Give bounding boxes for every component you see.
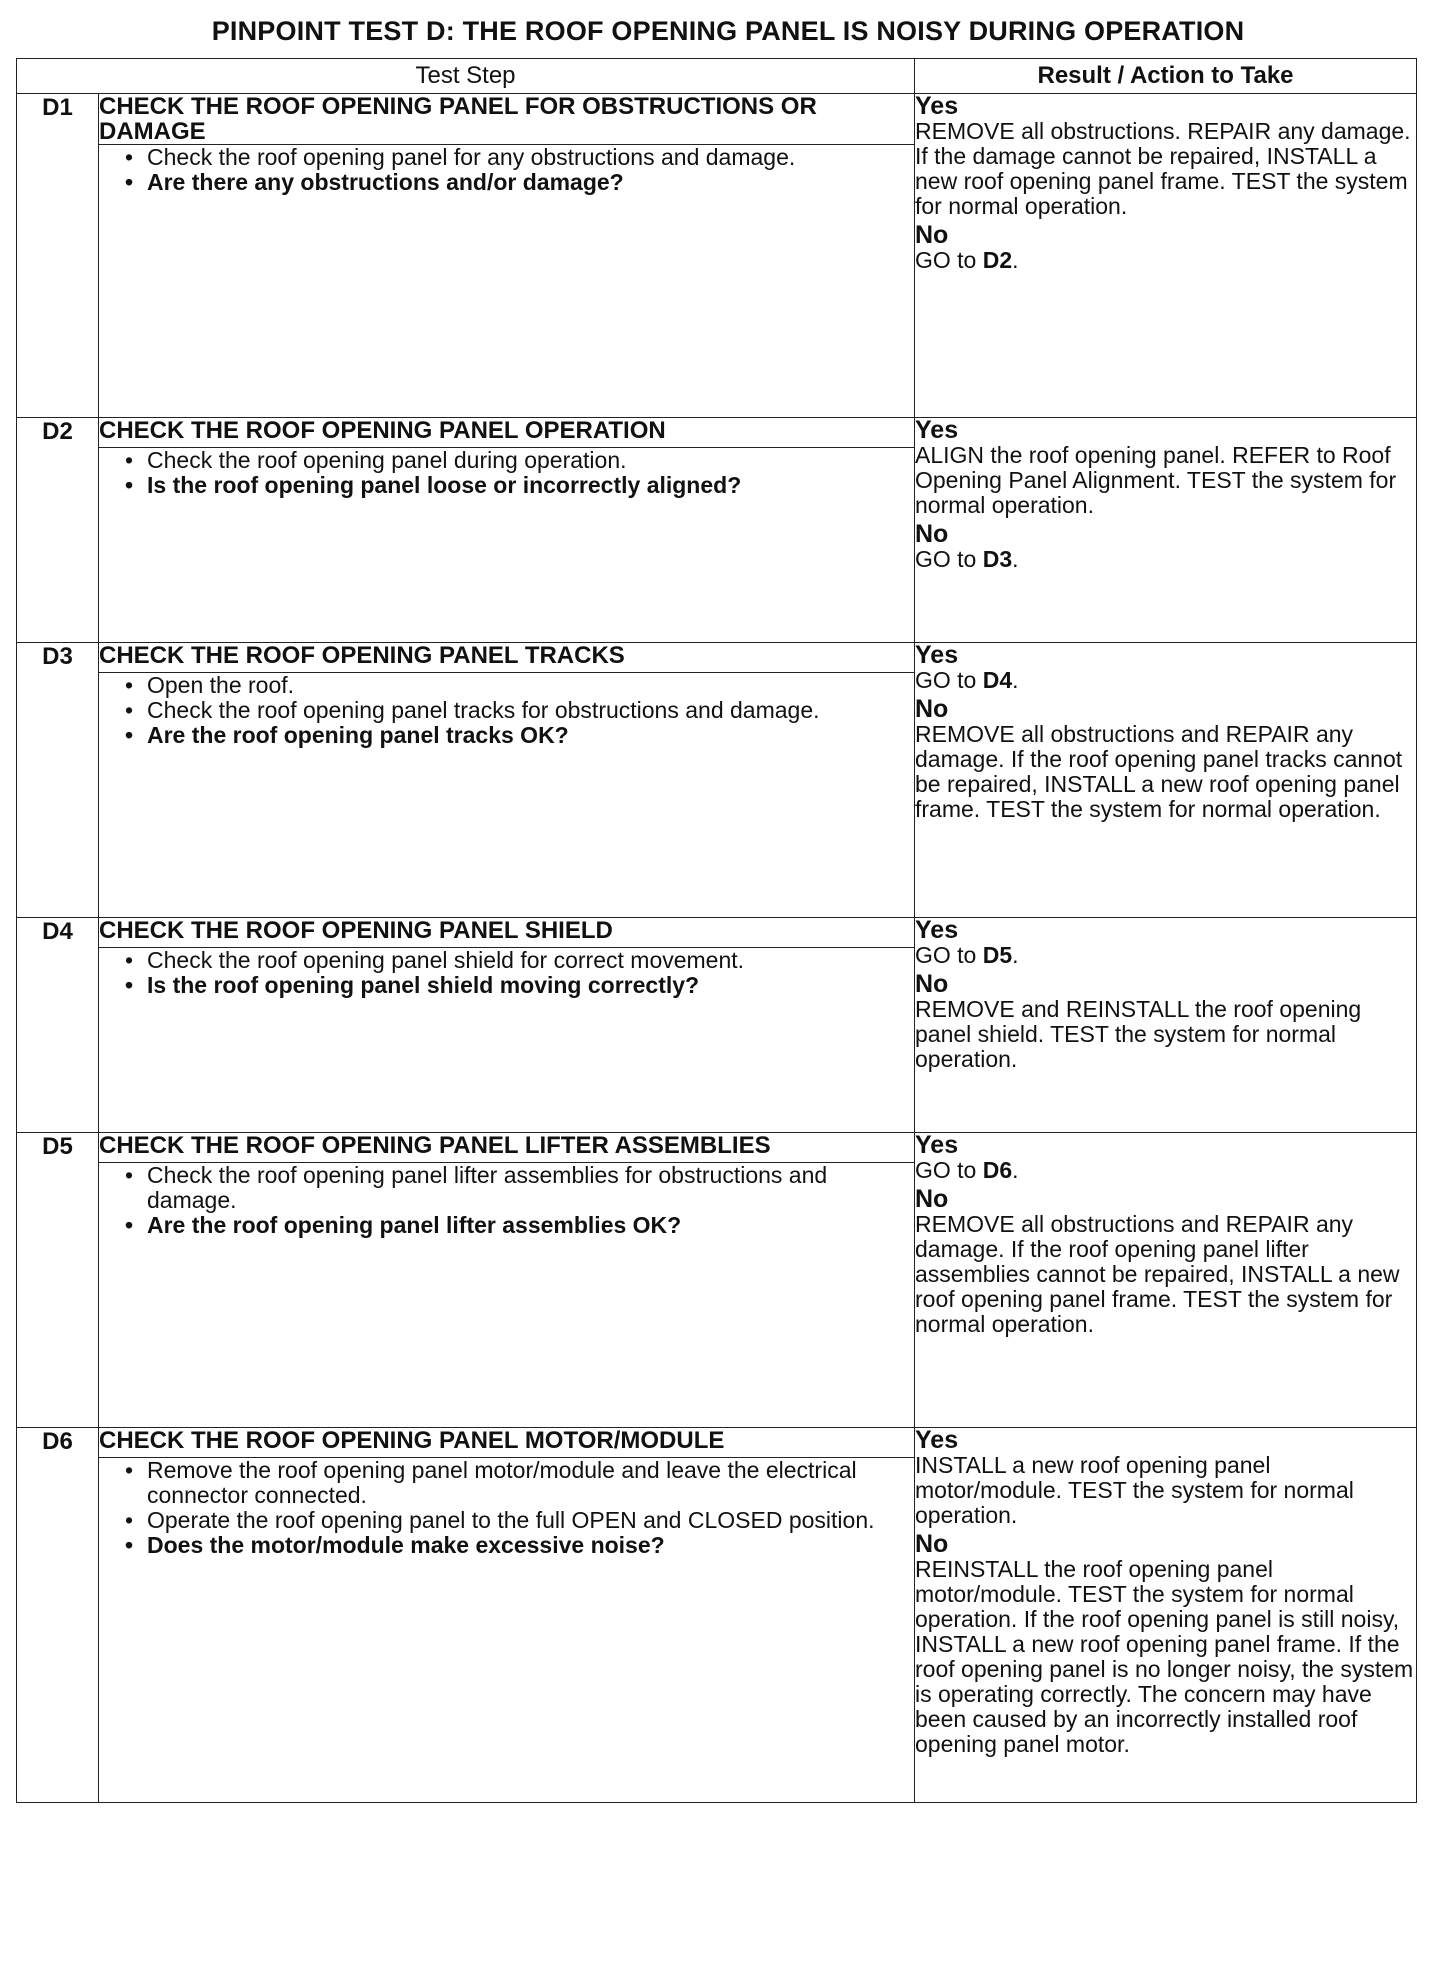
step-id: D1 <box>17 94 99 418</box>
instruction-list <box>99 1163 914 1238</box>
instruction-list <box>99 1458 914 1558</box>
step-question: • Is the roof opening panel loose or incorrectly aligned? <box>125 473 914 498</box>
instruction-list <box>99 948 914 998</box>
yes-action: GO to D5. <box>915 942 1019 968</box>
yes-action: GO to D4. <box>915 667 1019 693</box>
step-heading: CHECK THE ROOF OPENING PANEL MOTOR/MODULE <box>99 1428 915 1458</box>
step-instruction: • Check the roof opening panel tracks for obstructions and damage. <box>125 698 914 723</box>
yes-action: ALIGN the roof opening panel. REFER to Roof Opening Panel Alignment. TEST the system for normal operation. <box>915 442 1397 518</box>
step-question: • Are the roof opening panel lifter assemblies OK? <box>125 1213 914 1238</box>
step-heading-row <box>17 418 1417 448</box>
step-instruction: • Check the roof opening panel during operation. <box>125 448 914 473</box>
step-question: • Does the motor/module make excessive noise? <box>125 1533 914 1558</box>
step-heading-row <box>17 643 1417 673</box>
step-question: • Are the roof opening panel tracks OK? <box>125 723 914 748</box>
step-heading-row <box>17 918 1417 948</box>
step-instructions <box>99 1163 915 1428</box>
step-result <box>915 918 1417 1133</box>
instruction-list <box>99 448 914 498</box>
step-result <box>915 1428 1417 1803</box>
step-heading: CHECK THE ROOF OPENING PANEL OPERATION <box>99 418 915 448</box>
step-heading: CHECK THE ROOF OPENING PANEL LIFTER ASSEMBLIES <box>99 1133 915 1163</box>
step-heading: CHECK THE ROOF OPENING PANEL TRACKS <box>99 643 915 673</box>
step-id: D5 <box>17 1133 99 1428</box>
goto-step-link[interactable]: D4 <box>982 667 1013 693</box>
no-action: REMOVE all obstructions and REPAIR any damage. If the roof opening panel tracks cannot be repaired, INSTALL a new roof opening panel frame. TEST the system for normal operation. <box>915 721 1403 822</box>
step-result <box>915 418 1417 643</box>
goto-step-link[interactable]: D3 <box>982 546 1013 572</box>
step-heading: CHECK THE ROOF OPENING PANEL FOR OBSTRUCTIONS OR DAMAGE <box>99 94 915 145</box>
step-instructions <box>99 145 915 418</box>
step-instructions <box>99 948 915 1133</box>
instruction-list <box>99 145 914 195</box>
yes-label: Yes <box>915 641 959 669</box>
step-instruction: • Operate the roof opening panel to the full OPEN and CLOSED position. <box>125 1508 914 1533</box>
yes-label: Yes <box>915 92 959 120</box>
step-result <box>915 1133 1417 1428</box>
yes-label: Yes <box>915 1426 959 1454</box>
no-label: No <box>915 695 949 723</box>
yes-label: Yes <box>915 916 959 944</box>
step-heading-row <box>17 1428 1417 1458</box>
no-action: GO to D2. <box>915 247 1019 273</box>
step-id: D2 <box>17 418 99 643</box>
instruction-list <box>99 673 914 748</box>
goto-step-link[interactable]: D2 <box>982 247 1013 273</box>
step-id: D3 <box>17 643 99 918</box>
step-id: D6 <box>17 1428 99 1803</box>
step-result <box>915 643 1417 918</box>
page-title: PINPOINT TEST D: THE ROOF OPENING PANEL IS NOISY DURING OPERATION <box>211 16 1245 46</box>
step-instruction: • Check the roof opening panel shield for correct movement. <box>125 948 914 973</box>
no-label: No <box>915 221 949 249</box>
step-instruction: • Check the roof opening panel for any obstructions and damage. <box>125 145 914 170</box>
step-question: • Is the roof opening panel shield moving correctly? <box>125 973 914 998</box>
step-heading: CHECK THE ROOF OPENING PANEL SHIELD <box>99 918 915 948</box>
yes-action: GO to D6. <box>915 1157 1019 1183</box>
no-action: REINSTALL the roof opening panel motor/module. TEST the system for normal operation. If the roof opening panel is still noisy, INSTALL a new roof opening panel frame. If the roof opening panel is no longer noisy, the system is operating correctly. The concern may have been caused by an incorrectly installed roof opening panel motor. <box>915 1556 1414 1757</box>
no-action: REMOVE and REINSTALL the roof opening panel shield. TEST the system for normal operation. <box>915 996 1362 1072</box>
step-instructions <box>99 673 915 918</box>
test-step-header: Test Step <box>17 59 915 94</box>
yes-label: Yes <box>915 1131 959 1159</box>
yes-label: Yes <box>915 416 959 444</box>
step-question: • Are there any obstructions and/or damage? <box>125 170 914 195</box>
step-heading-row <box>17 94 1417 145</box>
no-label: No <box>915 520 949 548</box>
goto-step-link[interactable]: D5 <box>982 942 1013 968</box>
step-result <box>915 94 1417 418</box>
pinpoint-test-table <box>16 58 1417 1803</box>
step-heading-row <box>17 1133 1417 1163</box>
no-label: No <box>915 1530 949 1558</box>
step-instruction: • Open the roof. <box>125 673 914 698</box>
step-instruction: • Check the roof opening panel lifter assemblies for obstructions and damage. <box>125 1163 914 1213</box>
no-action: GO to D3. <box>915 546 1019 572</box>
no-action: REMOVE all obstructions and REPAIR any damage. If the roof opening panel lifter assemblies cannot be repaired, INSTALL a new roof opening panel frame. TEST the system for normal operation. <box>915 1211 1400 1337</box>
step-instructions <box>99 1458 915 1803</box>
no-label: No <box>915 1185 949 1213</box>
table-header-row <box>17 59 1417 94</box>
step-instructions <box>99 448 915 643</box>
yes-action: INSTALL a new roof opening panel motor/module. TEST the system for normal operation. <box>915 1452 1354 1528</box>
goto-step-link[interactable]: D6 <box>982 1157 1013 1183</box>
steps-body <box>17 94 1417 1803</box>
yes-action: REMOVE all obstructions. REPAIR any damage. If the damage cannot be repaired, INSTALL a new roof opening panel frame. TEST the system for normal operation. <box>915 118 1411 219</box>
step-id: D4 <box>17 918 99 1133</box>
step-instruction: • Remove the roof opening panel motor/module and leave the electrical connector connected. <box>125 1458 914 1508</box>
result-header: Result / Action to Take <box>915 59 1417 94</box>
no-label: No <box>915 970 949 998</box>
